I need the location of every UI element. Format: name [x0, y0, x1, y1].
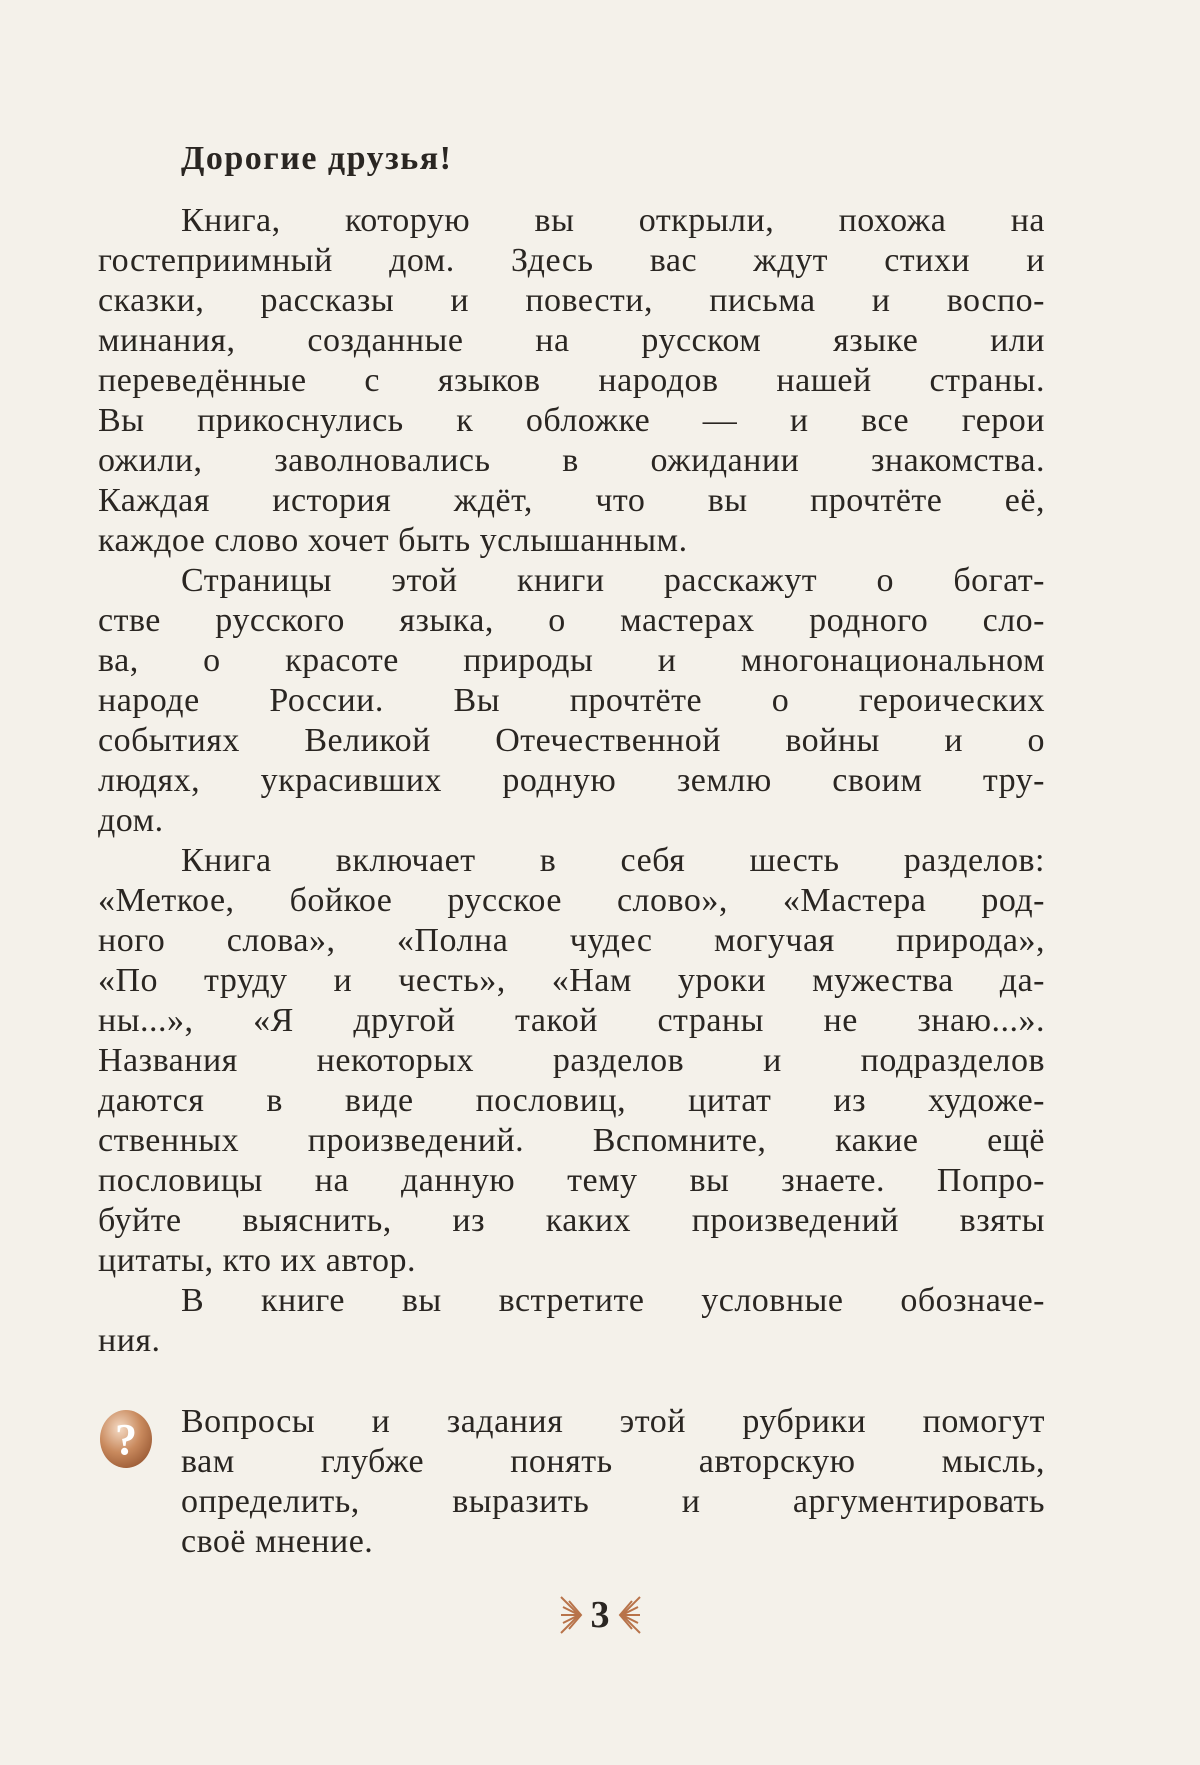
text-line: каждое слово хочет быть услышанным. [98, 522, 688, 559]
text-line: ны...», «Я другой такой страны не знаю...». [98, 1002, 1045, 1039]
text-line: людях, украсивших родную землю своим тру- [98, 762, 1045, 799]
text-line: Книга включает в себя шесть разделов: [181, 842, 1045, 879]
text-line: даются в виде пословиц, цитат из художе- [98, 1082, 1045, 1119]
legend-description [181, 1402, 1045, 1562]
text-line: Книга, которую вы открыли, похожа на [181, 202, 1045, 239]
text-line: дом. [98, 802, 164, 839]
text-line: ного слова», «Полна чудес могучая природа», [98, 922, 1045, 959]
text-line: В книге вы встретите условные обозначе- [181, 1282, 1045, 1319]
text-line: Названия некоторых разделов и подразделов [98, 1042, 1045, 1079]
text-line: пословицы на данную тему вы знаете. Попро- [98, 1162, 1045, 1199]
text-line: гостеприимный дом. Здесь вас ждут стихи и [98, 242, 1045, 279]
text-line: ва, о красоте природы и многонациональном [98, 642, 1045, 679]
legend-line: Вопросы и задания этой рубрики помогут [181, 1403, 1045, 1440]
page-number: 3 [590, 1594, 610, 1636]
page-footer [0, 1590, 1200, 1640]
question-mark-icon [98, 1408, 154, 1470]
text-line: событиях Великой Отечественной войны и о [98, 722, 1045, 759]
text-line: Каждая история ждёт, что вы прочтёте её, [98, 482, 1045, 519]
legend-line: определить, выразить и аргументировать [181, 1483, 1045, 1520]
text-line: цитаты, кто их автор. [98, 1242, 416, 1279]
text-line: ожили, заволновались в ожидании знакомства. [98, 442, 1045, 479]
svg-text:?: ? [115, 1415, 137, 1464]
text-line: сказки, рассказы и повести, письма и воспо- [98, 282, 1045, 319]
text-line: ния. [98, 1322, 161, 1359]
ornament-left-icon [559, 1595, 583, 1635]
text-line: народе России. Вы прочтёте о героических [98, 682, 1045, 719]
text-line: стве русского языка, о мастерах родного сло- [98, 602, 1045, 639]
text-line: Страницы этой книги расскажут о богат- [181, 562, 1045, 599]
text-line: «Меткое, бойкое русское слово», «Мастера род- [98, 882, 1045, 919]
intro-text [98, 201, 1045, 1361]
text-line: Вы прикоснулись к обложке — и все герои [98, 402, 1045, 439]
ornament-right-icon [618, 1595, 642, 1635]
text-line: буйте выяснить, из каких произведений взяты [98, 1202, 1045, 1239]
text-line: «По труду и честь», «Нам уроки мужества да- [98, 962, 1045, 999]
legend-line: своё мнение. [181, 1523, 374, 1560]
text-line: ственных произведений. Вспомните, какие ещё [98, 1122, 1045, 1159]
text-line: переведённые с языков народов нашей страны. [98, 362, 1045, 399]
greeting-heading: Дорогие друзья! [181, 140, 453, 177]
text-line: минания, созданные на русском языке или [98, 322, 1045, 359]
legend-line: вам глубже понять авторскую мысль, [181, 1443, 1045, 1480]
